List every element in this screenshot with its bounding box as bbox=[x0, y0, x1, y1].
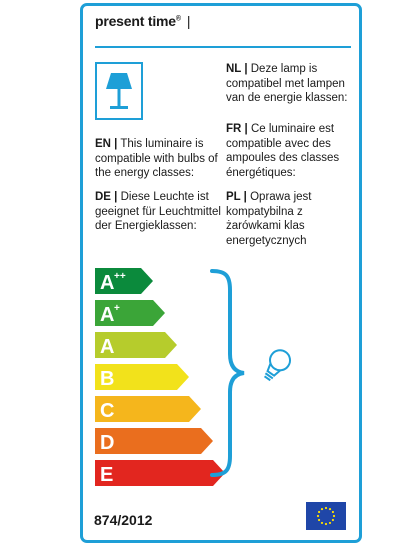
energy-class-superscript: + bbox=[114, 303, 120, 314]
text-en-body: This luminaire is compatible with bulbs of the energy classes: bbox=[95, 138, 218, 179]
text-fr: FR | Ce luminaire est compatible avec des ampoules des classes énergétiques: bbox=[226, 123, 340, 179]
energy-class-arrow bbox=[95, 428, 213, 454]
header-divider bbox=[95, 46, 351, 48]
text-nl-body: Deze lamp is compatibel met lampen van de energie klassen: bbox=[226, 63, 348, 104]
light-bulb-icon bbox=[255, 345, 297, 387]
lamp-icon-box bbox=[95, 62, 143, 120]
energy-class-label: A bbox=[100, 272, 115, 294]
eu-flag-icon bbox=[306, 502, 346, 530]
text-de-body: Diese Leuchte ist geeignet für Leuchtmittel der Energieklassen: bbox=[95, 191, 221, 232]
class-range-brace bbox=[208, 268, 248, 478]
energy-class-arrow bbox=[95, 396, 201, 422]
energy-class-arrow bbox=[95, 364, 189, 390]
energy-class-arrow bbox=[95, 268, 153, 294]
text-pl: PL | Oprawa jest kompatybilna z żarówkami klas energetycznych bbox=[226, 191, 312, 247]
text-pl-body: Oprawa jest kompatybilna z żarówkami klas energetycznych bbox=[226, 191, 312, 247]
text-en: EN | This luminaire is compatible with bulbs of the energy classes: bbox=[95, 138, 218, 179]
energy-class-arrow bbox=[95, 332, 177, 358]
energy-class-label: E bbox=[100, 464, 114, 486]
brand-logo: present time® | bbox=[95, 13, 191, 29]
text-de: DE | Diese Leuchte ist geeignet für Leuchtmittel der Energieklassen: bbox=[95, 191, 221, 232]
energy-class-label: D bbox=[100, 432, 115, 454]
energy-class-arrow bbox=[95, 300, 165, 326]
regulation-number: 874/2012 bbox=[94, 512, 153, 528]
text-nl: NL | Deze lamp is compatibel met lampen van de energie klassen: bbox=[226, 63, 348, 104]
energy-class-arrow bbox=[95, 460, 225, 486]
energy-class-superscript: ++ bbox=[114, 271, 126, 282]
energy-class-label: C bbox=[100, 400, 115, 422]
energy-class-label: A bbox=[100, 336, 115, 358]
energy-class-label: A bbox=[100, 304, 115, 326]
text-fr-body: Ce luminaire est compatible avec des ampoules des classes énergétiques: bbox=[226, 123, 340, 179]
table-lamp-icon bbox=[97, 64, 141, 118]
energy-class-label: B bbox=[100, 368, 115, 390]
